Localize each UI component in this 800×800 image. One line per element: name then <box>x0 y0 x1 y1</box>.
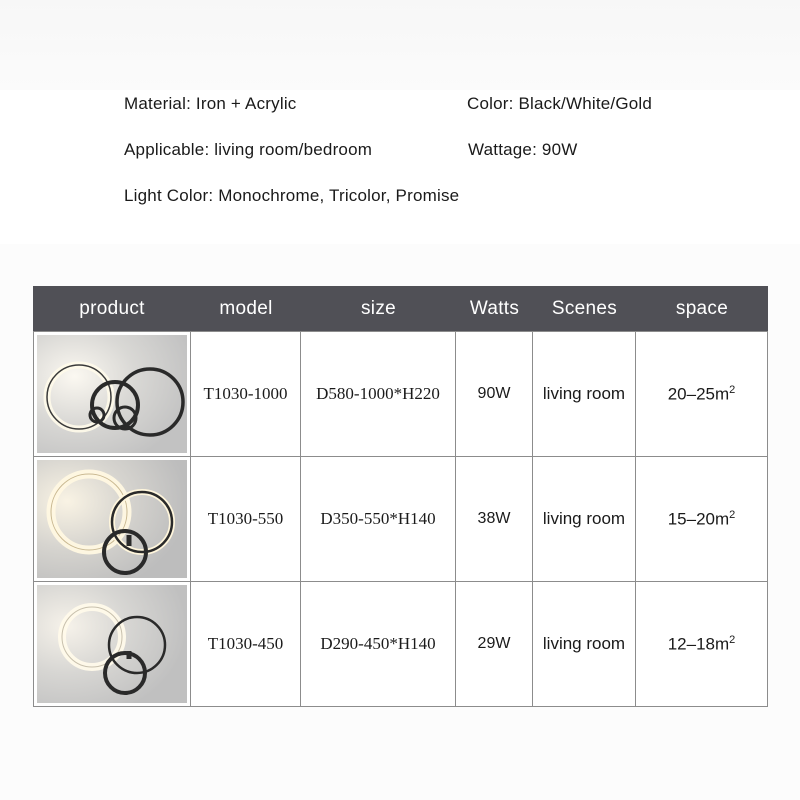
cell-size: D290-450*H140 <box>301 582 456 707</box>
table-row <box>33 331 768 457</box>
spec-applicable: Applicable: living room/bedroom <box>124 140 373 159</box>
header-size: size <box>301 286 456 331</box>
space-value: 15–20m <box>667 509 730 529</box>
cell-size: D350-550*H140 <box>301 457 456 582</box>
cell-scenes: living room <box>533 582 636 707</box>
cell-model: T1030-1000 <box>191 331 301 457</box>
cell-space <box>636 457 768 582</box>
ceiling-lamp-image <box>37 460 187 578</box>
header-product: product <box>33 286 191 331</box>
space-unit-exponent: 2 <box>729 508 736 521</box>
cell-space <box>636 582 768 707</box>
cell-scenes: living room <box>533 331 636 457</box>
product-image-cell <box>33 582 191 707</box>
space-unit-exponent: 2 <box>729 633 736 646</box>
cell-watts: 29W <box>456 582 533 707</box>
table-header <box>33 286 768 331</box>
spec-color: Color: Black/White/Gold <box>467 94 653 113</box>
ceiling-lamp-image <box>37 585 187 703</box>
ceiling-lamp-image <box>37 335 187 453</box>
cell-model: T1030-450 <box>191 582 301 707</box>
header-model: model <box>191 286 301 331</box>
header-space: space <box>636 286 768 331</box>
top-background <box>0 0 800 90</box>
cell-size: D580-1000*H220 <box>301 331 456 457</box>
cell-watts: 38W <box>456 457 533 582</box>
cell-watts: 90W <box>456 331 533 457</box>
spec-material: Material: Iron + Acrylic <box>124 94 297 113</box>
spec-light-color: Light Color: Monochrome, Tricolor, Promise <box>124 186 460 205</box>
space-value: 20–25m <box>667 384 730 404</box>
cell-space <box>636 331 768 457</box>
table-row <box>33 457 768 582</box>
product-image-cell <box>33 457 191 582</box>
table-row <box>33 582 768 707</box>
space-unit-exponent: 2 <box>729 383 736 396</box>
product-image-cell <box>33 331 191 457</box>
cell-scenes: living room <box>533 457 636 582</box>
spec-wattage: Wattage: 90W <box>468 140 578 159</box>
space-value: 12–18m <box>667 634 730 654</box>
header-scenes: Scenes <box>533 286 636 331</box>
cell-model: T1030-550 <box>191 457 301 582</box>
product-table <box>33 286 768 707</box>
header-watts: Watts <box>456 286 533 331</box>
